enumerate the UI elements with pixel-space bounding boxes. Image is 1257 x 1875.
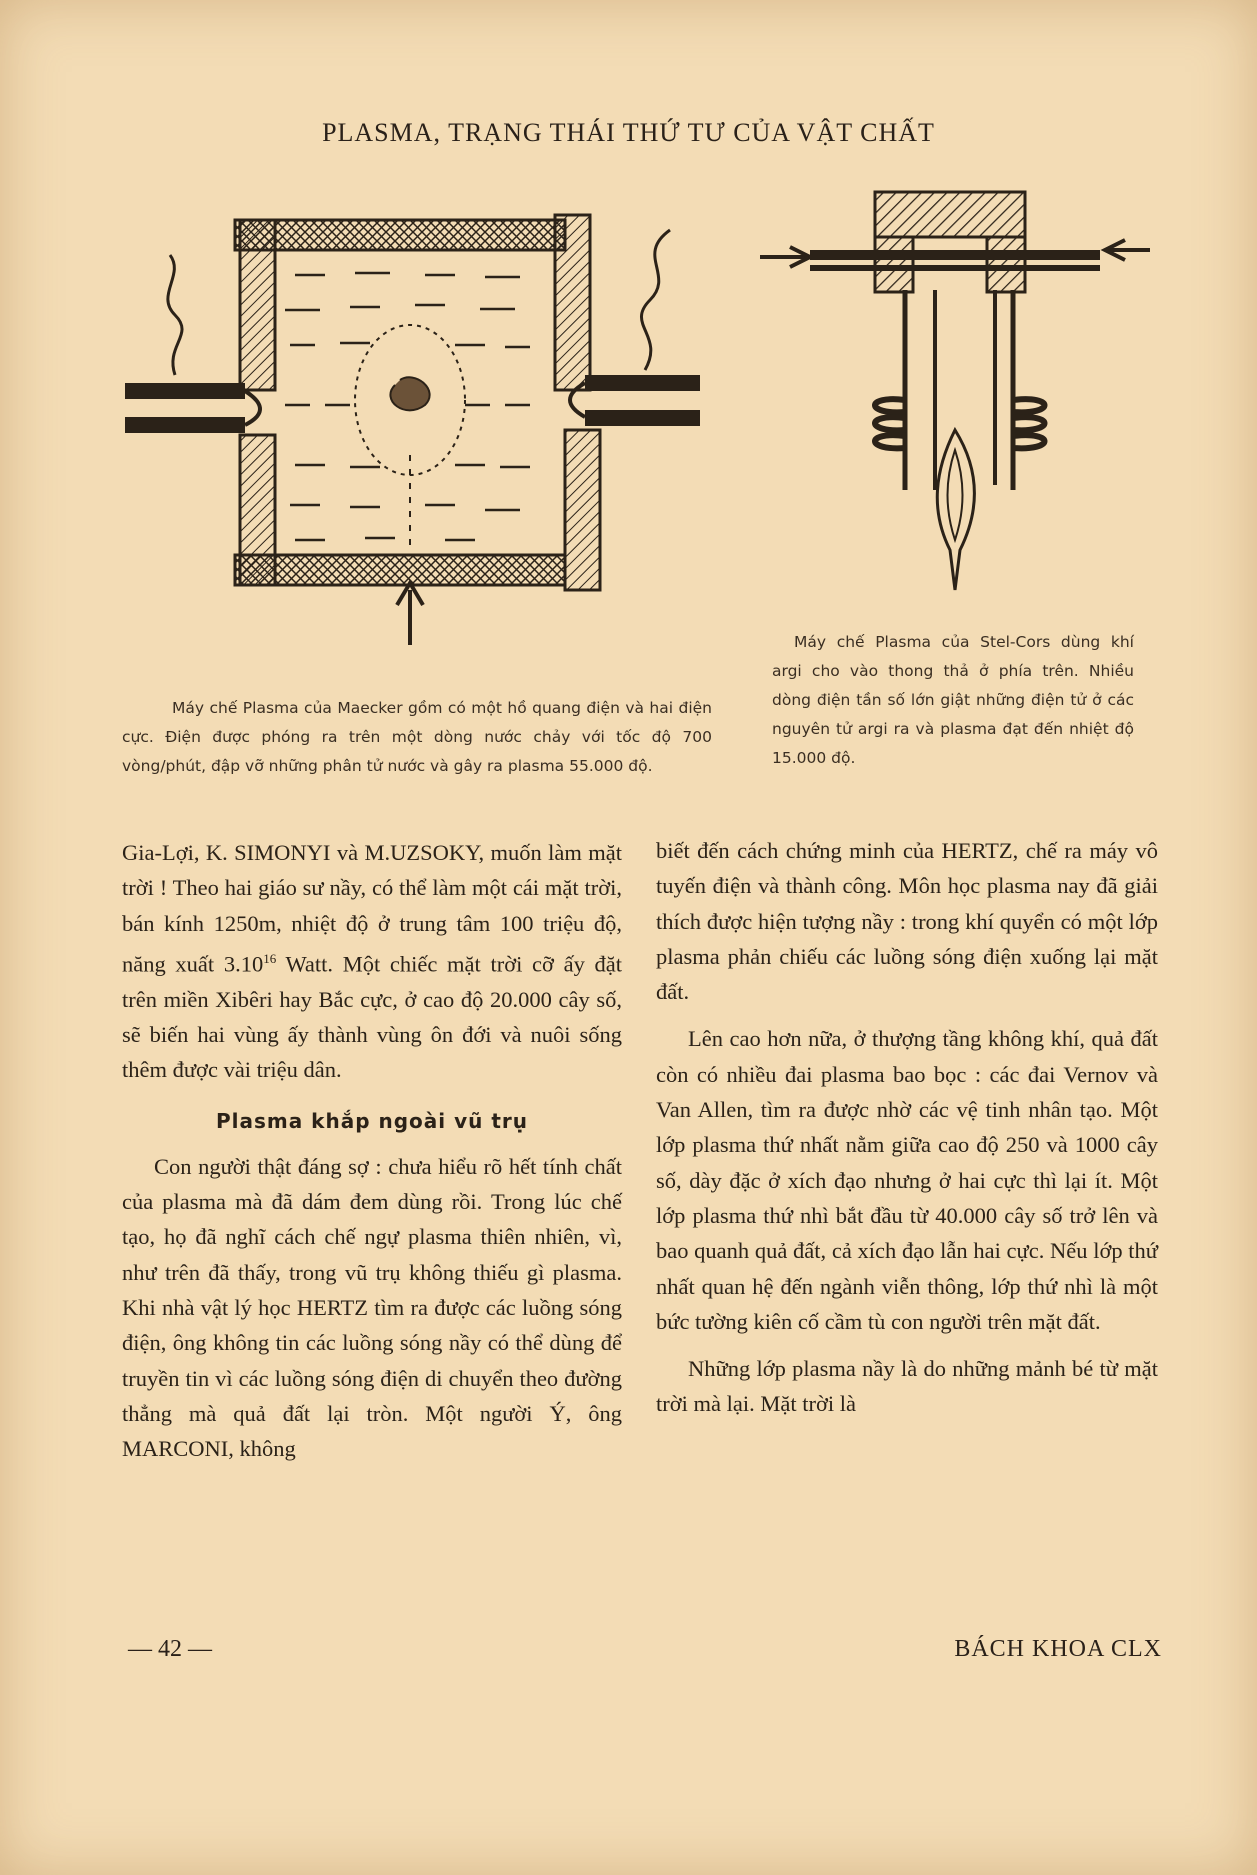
section-subheading: Plasma khắp ngoài vũ trụ — [215, 1108, 529, 1133]
stel-cors-plasma-diagram — [755, 180, 1155, 600]
paragraph: biết đến cách chứng minh của HERTZ, chế ra máy vô tuyến điện và thành công. Môn học plasma nay đã giải thích được hiện tượng nầy : trong khí quyển có một lớp plasma phản chiếu các luồng sóng điện xuống lại mặt đất. — [656, 838, 1158, 1005]
maecker-plasma-diagram — [125, 205, 700, 655]
left-text-column — [122, 835, 622, 1467]
page-number: — 42 — — [128, 1636, 212, 1662]
paragraph: Gia-Lợi, K. SIMONYI và M.UZSOKY, muốn làm mặt trời ! Theo hai giáo sư nầy, có thể làm một cái mặt trời, bán kính 1250m, nhiệt độ ở trung tâm 100 triệu độ, năng xuất 3.10$^{16}$ Watt. Một chiếc mặt trời cỡ ấy đặt trên miền Xibêri hay Bắc cực, ở cao độ 20.000 cây số, sẽ biến hai vùng ấy thành vùng ôn đới và nuôi sống thêm được vài triệu dân. — [122, 840, 622, 1083]
paragraph: Những lớp plasma nầy là do những mảnh bé từ mặt trời mà lại. Mặt trời là — [656, 1356, 1158, 1417]
right-figure-caption: Máy chế Plasma của Stel-Cors dùng khí argi cho vào thong thả ở phía trên. Nhiều dòng điện tần số lớn giật những điện tử ở các nguyên tử argi ra và plasma đạt đến nhiệt độ 15.000 độ. — [772, 632, 1134, 767]
paragraph: Lên cao hơn nữa, ở thượng tầng không khí, quả đất còn có nhiều đai plasma bao bọc : các đai Vernov và Van Allen, tìm ra được nhờ các vệ tinh nhân tạo. Một lớp plasma thứ nhất nằm giữa cao độ 250 và 1000 cây số, dày đặc ở xích đạo nhưng ở hai cực thì lại ít. Một lớp plasma thứ nhì bắt đầu từ 40.000 cây số trở lên và bao quanh quả đất, cả xích đạo lẫn hai cực. Nếu lớp thứ nhất quan hệ đến ngành viễn thông, lớp thứ nhì là một bức tường kiên cố cầm tù con người trên mặt đất. — [656, 1026, 1158, 1334]
journal-name: BÁCH KHOA CLX — [954, 1636, 1162, 1662]
article-title: PLASMA, TRẠNG THÁI THỨ TƯ CỦA VẬT CHẤT — [322, 118, 935, 147]
paragraph: Con người thật đáng sợ : chưa hiểu rõ hết tính chất của plasma mà đã dám đem dùng rồi. Trong lúc chế tạo, họ đã nghĩ cách chế ngự plasma thiên nhiên, vì, như trên đã thấy, trong vũ trụ không thiếu gì plasma. Khi nhà vật lý học HERTZ tìm ra được các luồng sóng điện, ông không tin các luồng sóng nầy có thể dùng để truyền tin vì các luồng sóng điện di chuyển theo đường thẳng mà quả đất lại tròn. Một người Ý, ông MARCONI, không — [122, 1153, 622, 1462]
right-text-column — [656, 833, 1158, 1422]
left-figure-caption: Máy chế Plasma của Maecker gồm có một hồ quang điện và hai điện cực. Điện được phóng ra trên một dòng nước chảy với tốc độ 700 vòng/phút, đập vỡ những phân tử nước và gây ra plasma 55.000 độ. — [122, 698, 712, 775]
